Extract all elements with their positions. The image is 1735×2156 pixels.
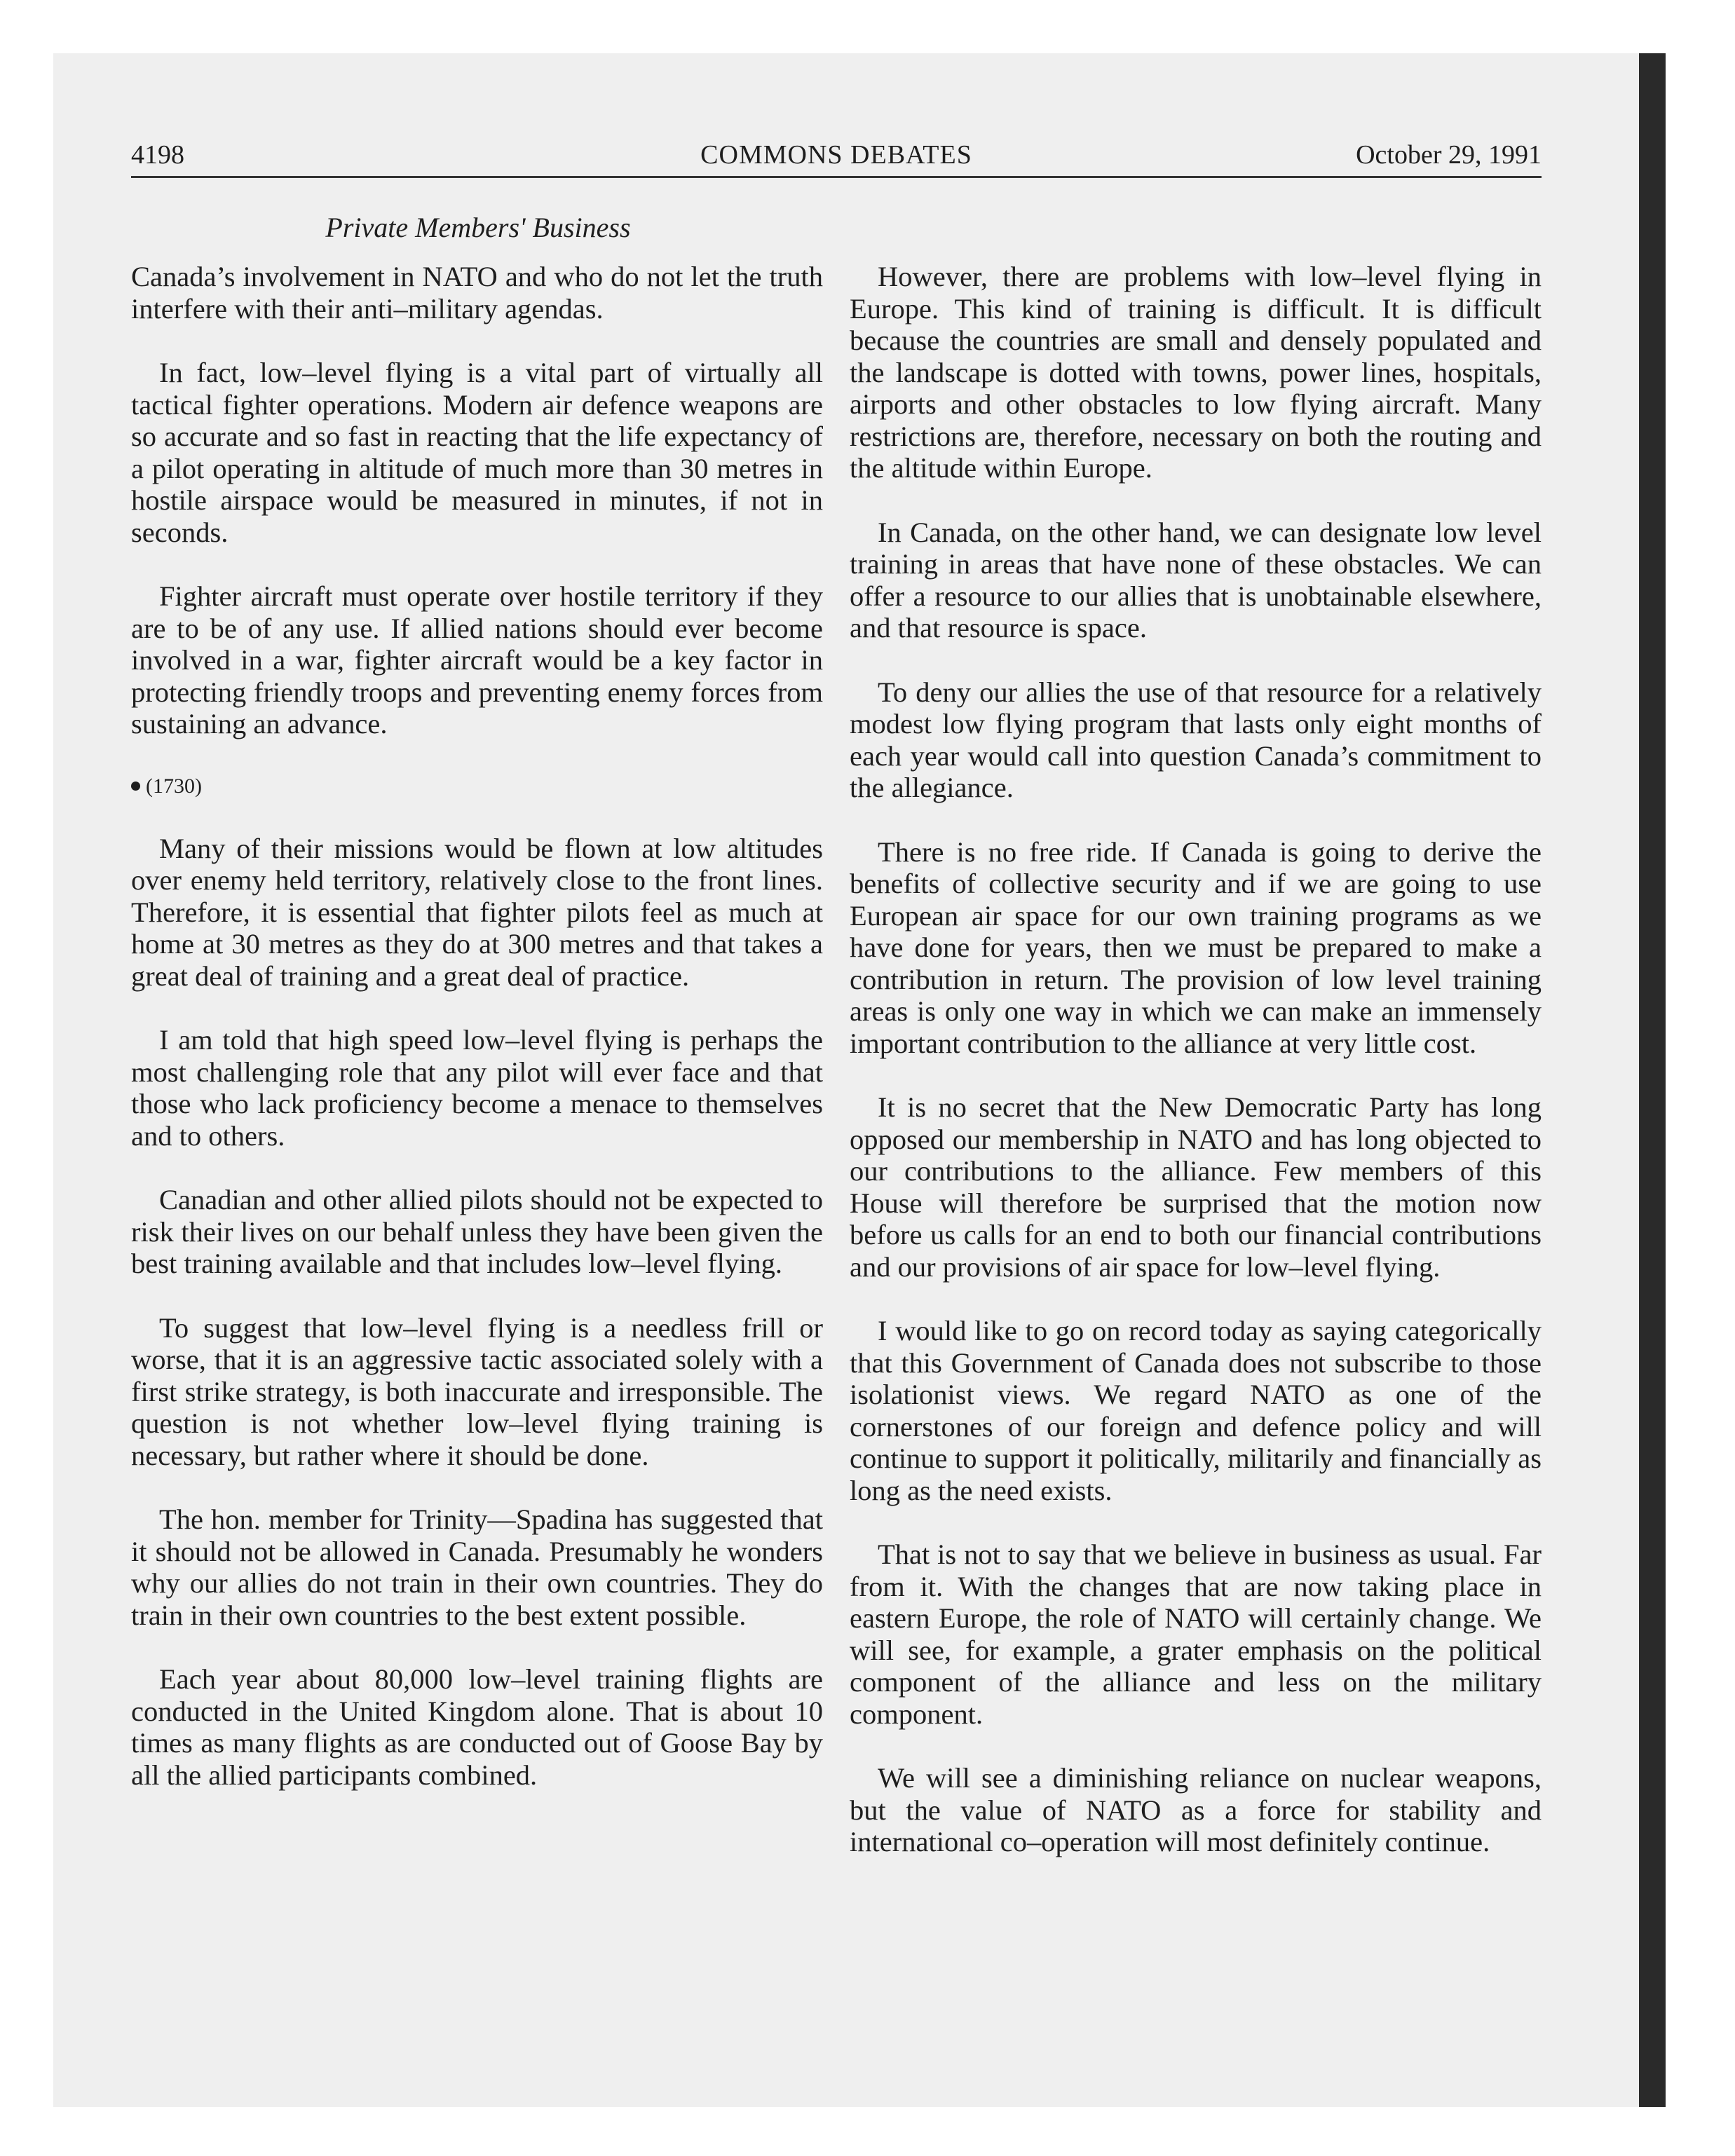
paragraph: The hon. member for Trinity—Spadina has suggested that it should not be allowed in Canada. Presumably he wonders why our allies do not train in their own countries. They do train in their own countries to the best extent possible. bbox=[131, 1503, 823, 1631]
publication-title: COMMONS DEBATES bbox=[700, 140, 972, 170]
left-column bbox=[131, 261, 823, 1823]
paragraph: Many of their missions would be flown at low altitudes over enemy held territory, relatively close to the front lines. Therefore, it is essential that fighter pilots feel as much at home at 30 metres as they do at 300 metres and that takes a great deal of training and a great deal of practice. bbox=[131, 832, 823, 992]
paragraph: Each year about 80,000 low–level training flights are conducted in the United Kingdom alone. That is about 10 times as many flights as are conducted out of Goose Bay by all the allied participants combined. bbox=[131, 1663, 823, 1791]
time-marker bbox=[131, 772, 823, 800]
header-date: October 29, 1991 bbox=[1356, 140, 1542, 170]
paragraph: It is no secret that the New Democratic Party has long opposed our membership in NATO and has long objected to our contributions to the alliance. Few members of this House will therefore be surprised that the motion now before us calls for an end to both our financial contributions and our provisions of air space for low–level flying. bbox=[850, 1091, 1542, 1283]
page-header bbox=[131, 137, 1542, 178]
paragraph: Canada’s involvement in NATO and who do not let the truth interfere with their anti–military agendas. bbox=[131, 261, 823, 325]
paragraph: In Canada, on the other hand, we can designate low level training in areas that have none of these obstacles. We can offer a resource to our allies that is unobtainable elsewhere, and that resource is space. bbox=[850, 516, 1542, 643]
page-number: 4198 bbox=[131, 140, 184, 170]
paragraph: Canadian and other allied pilots should not be expected to risk their lives on our behalf unless they have been given the best training available and that includes low–level flying. bbox=[131, 1184, 823, 1279]
paragraph: I would like to go on record today as saying categorically that this Government of Canada does not subscribe to those isolationist views. We regard NATO as one of the cornerstones of our foreign and defence policy and will continue to support it politically, militarily and financially as long as the need exists. bbox=[850, 1315, 1542, 1506]
bullet-icon bbox=[131, 782, 140, 791]
paragraph: There is no free ride. If Canada is going to derive the benefits of collective security and if we are going to use European air space for our own training programs as we have done for years, then we must be prepared to make a contribution in return. The provision of low level training areas is only one way in which we can make an immensely important contribution to the alliance at very little cost. bbox=[850, 835, 1542, 1059]
paragraph: In fact, low–level flying is a vital part of virtually all tactical fighter operations. Modern air defence weapons are so accurate and so fast in reacting that the life expectancy of a pilot operating in altitude of much more than 30 metres in hostile airspace would be measured in minutes, if not in seconds. bbox=[131, 357, 823, 548]
paragraph: To deny our allies the use of that resource for a relatively modest low flying program that lasts only eight months of each year would call into question Canada’s commitment to the allegiance. bbox=[850, 676, 1542, 803]
time-marker-label: (1730) bbox=[146, 774, 202, 798]
paragraph: Fighter aircraft must operate over hostile territory if they are to be of any use. If allied nations should ever become involved in a war, fighter aircraft would be a key factor in protecting friendly troops and preventing enemy forces from sustaining an advance. bbox=[131, 580, 823, 739]
paragraph: However, there are problems with low–level flying in Europe. This kind of training is difficult. It is difficult because the countries are small and densely populated and the landscape is dotted with towns, power lines, hospitals, airports and other obstacles to low flying aircraft. Many restrictions are, therefore, necessary on both the routing and the altitude within Europe. bbox=[850, 261, 1542, 484]
paragraph: I am told that high speed low–level flying is perhaps the most challenging role that any pilot will ever face and that those who lack proficiency become a menace to themselves and to others. bbox=[131, 1024, 823, 1152]
right-column bbox=[850, 261, 1542, 1890]
scan-edge-shadow bbox=[1639, 53, 1666, 2107]
header-rule bbox=[131, 176, 1542, 178]
paragraph: To suggest that low–level flying is a needless frill or worse, that it is an aggressive tactic associated solely with a first strike strategy, is both inaccurate and irresponsible. The question is not whether low–level flying training is necessary, but rather where it should be done. bbox=[131, 1311, 823, 1471]
paragraph: That is not to say that we believe in business as usual. Far from it. With the changes that are now taking place in eastern Europe, the role of NATO will certainly change. We will see, for example, a grater emphasis on the political component of the alliance and less on the military component. bbox=[850, 1538, 1542, 1730]
paragraph: We will see a diminishing reliance on nuclear weapons, but the value of NATO as a force for stability and international co–operation will most definitely continue. bbox=[850, 1762, 1542, 1857]
section-label: Private Members' Business bbox=[325, 212, 631, 243]
